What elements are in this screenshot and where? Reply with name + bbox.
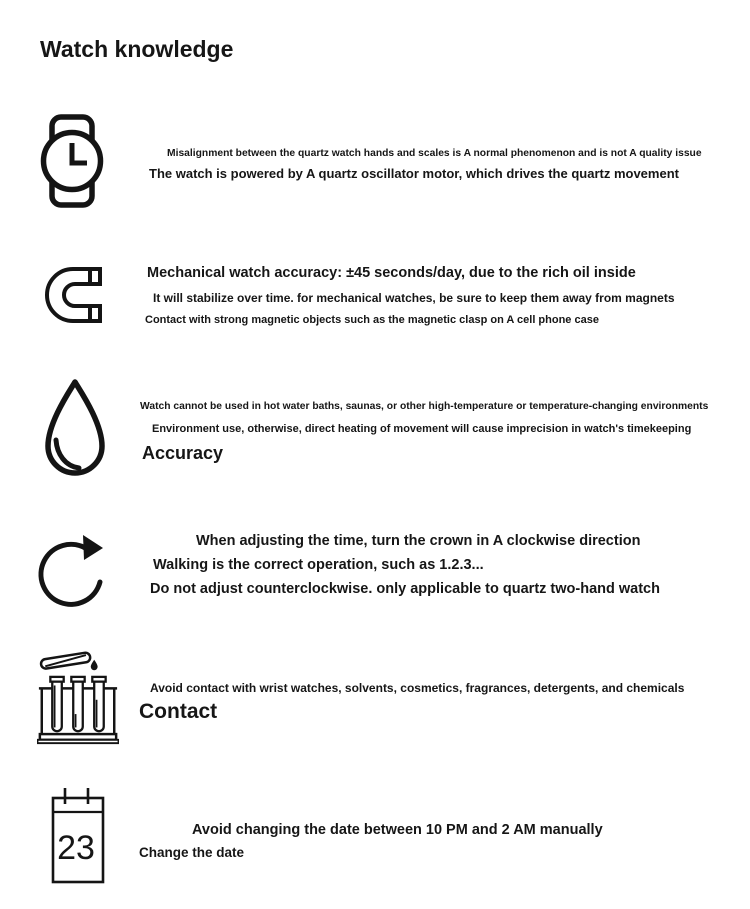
water-drop-icon [42, 378, 108, 480]
mechanical-accuracy-note: Mechanical watch accuracy: ±45 seconds/day, due to the rich oil inside [147, 265, 636, 281]
change-date-heading: Change the date [139, 845, 245, 860]
walking-operation-note: Walking is the correct operation, such as 1.2.3... [153, 557, 484, 573]
accuracy-heading: Accuracy [142, 443, 224, 463]
clockwise-rotation-icon [34, 528, 108, 614]
calendar-icon [50, 785, 106, 885]
magnetic-contact-note: Contact with strong magnetic objects such as the magnetic clasp on A cell phone case [145, 314, 599, 326]
chemicals-warning: Avoid contact with wrist watches, solvents, cosmetics, fragrances, detergents, and chemicals [150, 681, 685, 695]
page-title: Watch knowledge [40, 36, 234, 62]
magnet-icon [44, 267, 102, 323]
counterclockwise-warning: Do not adjust counterclockwise. only applicable to quartz two-hand watch [150, 581, 660, 597]
hot-water-warning: Watch cannot be used in hot water baths, saunas, or other high-temperature or temperature-changing environments [140, 401, 709, 412]
test-tubes-icon [37, 643, 119, 747]
calendar-day: 23 [57, 829, 95, 867]
quartz-movement-note: The watch is powered by A quartz oscillator motor, which drives the quartz movement [149, 166, 679, 181]
contact-heading: Contact [139, 700, 218, 723]
misalignment-note: Misalignment between the quartz watch hands and scales is A normal phenomenon and is not A quality issue [167, 148, 702, 159]
watch-icon [40, 114, 104, 208]
heating-imprecision-note: Environment use, otherwise, direct heating of movement will cause imprecision in watch's timekeeping [152, 423, 692, 435]
crown-clockwise-note: When adjusting the time, turn the crown in A clockwise direction [196, 533, 641, 549]
date-change-warning: Avoid changing the date between 10 PM and 2 AM manually [192, 822, 603, 838]
magnet-warning-note: It will stabilize over time. for mechanical watches, be sure to keep them away from magnets [153, 291, 675, 305]
